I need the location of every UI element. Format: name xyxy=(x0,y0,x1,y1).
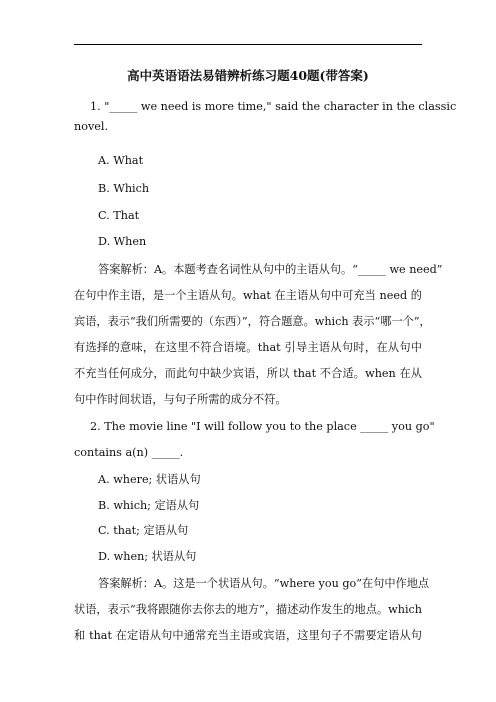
q1-stem-line-1: 1. "_____ we need is more time," said the character in the classic xyxy=(90,100,457,113)
page-title: 高中英语语法易错辨析练习题40题(带答案) xyxy=(127,68,369,83)
q2-stem-line-1: 2. The movie line "I will follow you to the place _____ you go" xyxy=(90,420,435,433)
q1-analysis-line-4: 有选择的意味，在这里不符合语境。that 引导主语从句时，在从句中 xyxy=(74,341,422,354)
q1-analysis-line-5: 不充当任何成分，而此句中缺少宾语，所以 that 不合适。when 在从 xyxy=(74,367,422,380)
q2-analysis-line-3: 和 that 在定语从句中通常充当主语或宾语，这里句子不需要定语从句 xyxy=(74,629,422,642)
q2-option-c: C. that; 定语从句 xyxy=(98,524,189,537)
q2-option-b: B. which; 定语从句 xyxy=(98,499,200,512)
q1-option-c: C. That xyxy=(98,209,140,222)
q2-analysis-line-2: 状语，表示“我将跟随你去你去的地方”，描述动作发生的地点。which xyxy=(74,603,422,616)
q1-option-b: B. Which xyxy=(98,182,150,195)
q2-option-a: A. where; 状语从句 xyxy=(98,473,201,486)
q1-analysis-line-2: 在句中作主语，是一个主语从句。what 在主语从句中可充当 need 的 xyxy=(74,289,422,302)
q1-option-d: D. When xyxy=(98,235,147,248)
q1-analysis-line-3: 宾语，表示“我们所需要的（东西）”，符合题意。which 表示“哪一个”， xyxy=(74,315,431,328)
q2-analysis-line-1: 答案解析：A。这是一个状语从句。“where you go”在句中作地点 xyxy=(98,577,430,590)
q1-option-a: A. What xyxy=(98,154,144,167)
header-rule xyxy=(74,44,422,45)
q1-stem-line-2: novel. xyxy=(74,120,109,133)
q2-option-d: D. when; 状语从句 xyxy=(98,550,197,563)
q1-analysis-line-1: 答案解析：A。本题考查名词性从句中的主语从句。“_____ we need” xyxy=(98,263,443,276)
q1-analysis-line-6: 句中作时间状语，与句子所需的成分不符。 xyxy=(74,393,287,406)
q2-stem-line-2: contains a(n) _____. xyxy=(74,446,184,459)
